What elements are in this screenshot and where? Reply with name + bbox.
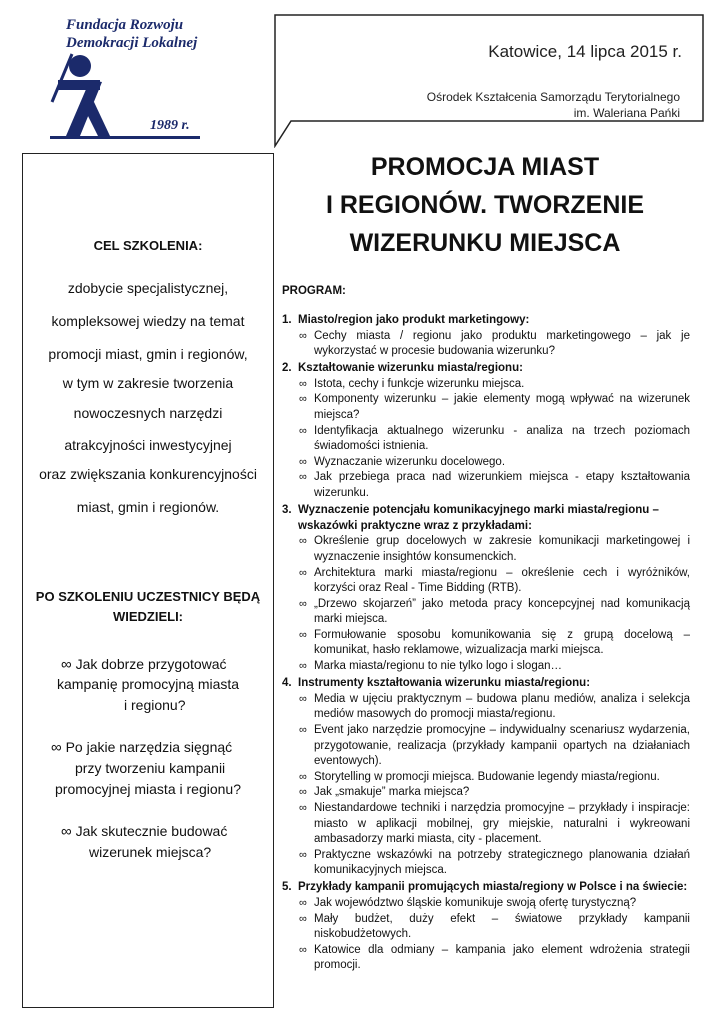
logo-underline [50, 136, 200, 142]
program-item [282, 597, 690, 628]
outcome-question: ∞ Jak dobrze przygotować [61, 656, 227, 673]
goal-line: zdobycie specjalistycznej, [67, 280, 229, 296]
title-line3: WIZERUNKU MIEJSCA [349, 229, 621, 257]
program-item-text: Komponenty wizerunku – jakie elementy mogą wpływać na wizerunek miejsca? [314, 393, 690, 422]
section-title-text: Wyznaczenie potencjału komunikacyjnego marki miasta/regionu – wskazówki praktyczne wraz z przykładami: [298, 504, 659, 532]
program-item-text: Jak „smakuje” marka miejsca? [314, 786, 470, 799]
title-line2: I REGIONÓW. TWORZENIE [325, 191, 645, 219]
program-section-title [282, 676, 690, 692]
infinity-bullet-icon: ∞ [299, 723, 307, 736]
program-item-text: Istota, cechy i funkcje wizerunku miejsca. [314, 377, 525, 390]
section-number: 2. [282, 362, 292, 375]
outcomes-heading-line1: PO SZKOLENIU UCZESTNICY BĘDĄ [35, 589, 261, 604]
outcome-question-cont: i regionu? [124, 697, 186, 713]
program-label: PROGRAM: [282, 285, 346, 297]
section-number: 3. [282, 504, 292, 517]
document-date: Katowice, 14 lipca 2015 r. [488, 42, 682, 61]
infinity-bullet-icon: ∞ [299, 329, 307, 342]
program-item-text: Architektura marki miasta/regionu – określenie cech i wyróżników, korzyści oraz Real - Time Bidding (RTB). [314, 566, 690, 595]
infinity-bullet-icon: ∞ [299, 424, 307, 437]
program-item [282, 848, 690, 879]
institution-name: Ośrodek Kształcenia Samorządu Terytorialnego [426, 90, 680, 104]
infinity-bullet-icon: ∞ [299, 660, 307, 673]
section-title-text: Instrumenty kształtowania wizerunku miasta/regionu: [298, 677, 591, 690]
training-goal-box [22, 153, 274, 1008]
outcome-question: ∞ Po jakie narzędzia sięgnąć [51, 739, 233, 756]
outcome-question-cont: przy tworzeniu kampanii [75, 760, 226, 776]
program-section-title [282, 361, 690, 377]
section-title-text: Kształtowanie wizerunku miasta/regionu: [298, 362, 523, 375]
infinity-bullet-icon: ∞ [299, 896, 307, 909]
program-item-text: Wyznaczanie wizerunku docelowego. [314, 455, 506, 468]
infinity-bullet-icon: ∞ [299, 393, 307, 406]
program-item-text: Marka miasta/regionu to nie tylko logo i slogan… [314, 660, 563, 673]
program-item [282, 896, 690, 912]
program-item [282, 424, 690, 455]
infinity-bullet-icon: ∞ [299, 770, 307, 783]
infinity-bullet-icon: ∞ [299, 535, 307, 548]
infinity-bullet-icon: ∞ [299, 848, 307, 861]
program-item [282, 566, 690, 597]
goal-heading: CEL SZKOLENIA: [93, 238, 203, 253]
header-box [274, 14, 704, 148]
program-section-title [282, 880, 690, 896]
section-number: 1. [282, 314, 292, 326]
outcome-question-cont: promocyjnej miasta i regionu? [55, 781, 241, 797]
goal-line: w tym w zakresie tworzenia [62, 375, 234, 391]
program-section [282, 503, 690, 675]
program-item [282, 392, 690, 423]
program-item-text: Katowice dla odmiany – kampania jako element wdrożenia strategii promocji. [314, 943, 690, 972]
goal-line: nowoczesnych narzędzi [73, 405, 223, 421]
section-number: 4. [282, 677, 292, 690]
program-item [282, 628, 690, 659]
goal-line: miast, gmin i regionów. [76, 499, 220, 515]
program-section [282, 313, 690, 360]
title-line1: PROMOCJA MIAST [370, 153, 600, 181]
program-item-text: Identyfikacja aktualnego wizerunku - analiza na trzech poziomach świadomości istnienia. [314, 424, 690, 453]
program-item-text: Praktyczne wskazówki na potrzeby strategicznego planowania działań komunikacyjnych miejsca. [314, 848, 690, 877]
program-item-text: Jak województwo śląskie komunikuje swoją ofertę turystyczną? [314, 896, 637, 909]
organization-logo [50, 14, 220, 144]
program-section [282, 361, 690, 501]
section-number: 5. [282, 881, 292, 894]
infinity-bullet-icon: ∞ [51, 739, 62, 756]
course-title [280, 148, 690, 262]
program-item-text: „Drzewo skojarzeń” jako metoda pracy koncepcyjnej nad komunikacją marki miejsca. [314, 597, 690, 626]
goal-line: oraz zwiększania konkurencyjności [39, 466, 257, 482]
infinity-bullet-icon: ∞ [299, 943, 307, 956]
goal-line: kompleksowej wiedzy na temat [51, 313, 245, 329]
infinity-bullet-icon: ∞ [299, 801, 307, 814]
program-item [282, 329, 690, 360]
outcome-question-cont: wizerunek miejsca? [89, 844, 212, 860]
org-name-line1: Fundacja Rozwoju [66, 17, 184, 33]
program-item-text: Określenie grup docelowych w zakresie komunikacji marketingowej i wyznaczenie insightów konsumenckich. [314, 535, 690, 563]
program-item [282, 534, 690, 565]
program-item [282, 770, 690, 786]
program-item-text: Niestandardowe techniki i narzędzia promocyjne – przykłady i inspiracje: miasto w aplikacji mobilnej, gry miejskie, naturalni i wykreowani ambasadorzy marki miasta, city - placement. [314, 801, 690, 846]
program-item [282, 470, 690, 501]
program-item [282, 692, 690, 723]
program-section [282, 676, 690, 879]
infinity-bullet-icon: ∞ [299, 692, 307, 705]
program-item [282, 943, 690, 974]
outcomes-heading [23, 587, 273, 627]
program-section [282, 880, 690, 974]
program-item [282, 785, 690, 801]
infinity-bullet-icon: ∞ [299, 628, 307, 641]
infinity-bullet-icon: ∞ [299, 597, 307, 610]
infinity-bullet-icon: ∞ [299, 786, 307, 799]
header-frame [274, 14, 704, 148]
program-item-text: Jak przebiega praca nad wizerunkiem miejsca - etapy kształtowania wizerunku. [314, 471, 690, 500]
program-item-text: Media w ujęciu praktycznym – budowa planu mediów, analiza i selekcja mediów masowych do promocji miasta/regionu. [314, 692, 690, 721]
founding-year: 1989 r. [150, 118, 190, 133]
program-item-text: Mały budżet, duży efekt – światowe przykłady kampanii niskobudżetowych. [314, 912, 690, 941]
program-section-title [282, 503, 690, 534]
program-item [282, 377, 690, 393]
section-title-text: Przykłady kampanii promujących miasta/regiony w Polsce i na świecie: [298, 881, 688, 894]
program-item-text: Formułowanie sposobu komunikowania się z grupą docelową – komunikat, hasło reklamowe, wizualizacja marki miejsca. [314, 628, 690, 657]
outcomes-heading-line2: WIEDZIELI: [112, 609, 184, 624]
outcome-question: ∞ Jak skutecznie budować [61, 823, 228, 840]
infinity-bullet-icon: ∞ [299, 455, 307, 468]
org-name-line2: Demokracji Lokalnej [66, 35, 198, 51]
program-item [282, 801, 690, 848]
goal-line: promocji miast, gmin i regionów, [48, 346, 248, 362]
outcome-question-cont: kampanię promocyjną miasta [57, 676, 240, 692]
infinity-bullet-icon: ∞ [299, 566, 307, 579]
infinity-bullet-icon: ∞ [299, 377, 307, 390]
infinity-bullet-icon: ∞ [299, 471, 307, 484]
program-section-title [282, 313, 690, 329]
program-item-text: Cechy miasta / regionu jako produktu marketingowego – jak je wykorzystać w procesie budowania wizerunku? [314, 329, 690, 358]
program-item [282, 723, 690, 770]
goal-line: atrakcyjności inwestycyjnej [64, 437, 232, 453]
program-item-text: Event jako narzędzie promocyjne – indywidualny scenariusz wydarzenia, przygotowanie, realizacja (przykłady kampanii opartych na działaniach eventowych). [314, 723, 690, 768]
program-item [282, 912, 690, 943]
program-list [282, 313, 690, 975]
section-title-text: Miasto/region jako produkt marketingowy: [298, 314, 530, 326]
infinity-bullet-icon: ∞ [299, 912, 307, 925]
infinity-bullet-icon: ∞ [61, 823, 72, 840]
program-item-text: Storytelling w promocji miejsca. Budowanie legendy miasta/regionu. [314, 770, 660, 783]
institution-patron: im. Waleriana Pańki [573, 106, 680, 120]
program-item [282, 659, 690, 675]
program-item [282, 455, 690, 471]
infinity-bullet-icon: ∞ [61, 656, 72, 673]
